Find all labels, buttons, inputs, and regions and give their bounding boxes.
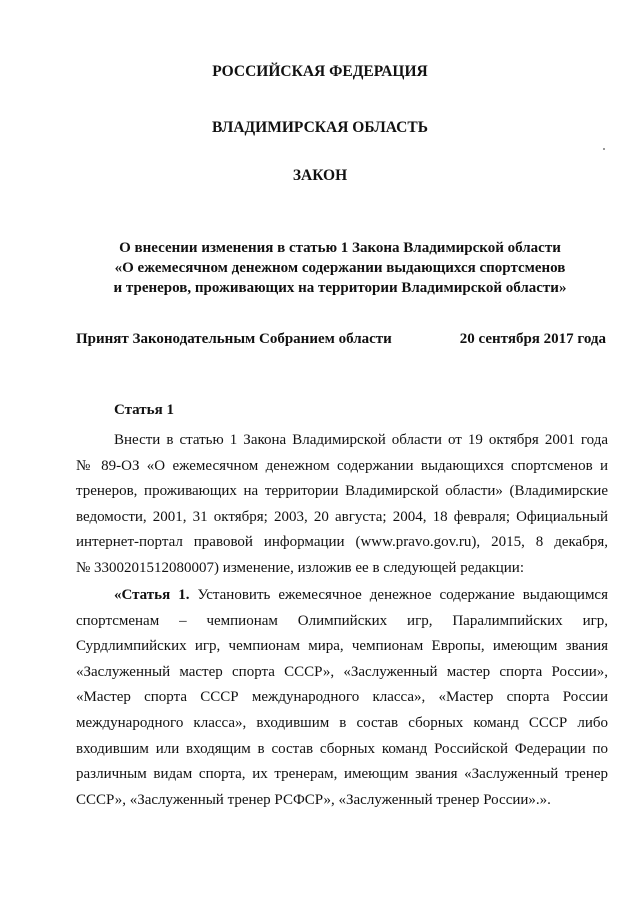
paragraph-line: № 89-ОЗ «О ежемесячном денежном содержании выдающихся спортсменов и (76, 457, 608, 474)
law-title (40, 238, 640, 298)
article-paragraph-1 (76, 428, 608, 582)
paragraph-line: интернет-портал правовой информации (www.pravo.gov.ru), 2015, 8 декабря, (76, 534, 608, 551)
inner-article-label: «Статья 1. (114, 587, 190, 603)
paragraph-line: Сурдлимпийских игр, чемпионам мира, чемпионам Европы, имеющим звания (76, 638, 608, 655)
adopted-by: Принят Законодательным Собранием области (76, 331, 392, 347)
country-heading: РОССИЙСКАЯ ФЕДЕРАЦИЯ (212, 63, 428, 80)
adoption-info (76, 329, 606, 349)
law-title-line: и тренеров, проживающих на территории Владимирской области» (113, 280, 567, 296)
paragraph-line: спортсменам – чемпионам Олимпийских игр, Паралимпийских игр, (76, 612, 608, 629)
law-title-line: «О ежемесячном денежном содержании выдающихся спортсменов (114, 260, 566, 276)
paragraph-line: международного класса», входившим в состав сборных команд СССР либо (76, 714, 608, 731)
paragraph-line: входившим или входящим в состав сборных команд Российской Федерации по (76, 740, 608, 757)
law-title-line: О внесении изменения в статью 1 Закона Владимирской области (119, 240, 561, 256)
adoption-date: 20 сентября 2017 года (459, 331, 606, 347)
paragraph-text: Установить ежемесячное денежное содержание выдающимся (189, 587, 608, 603)
article-paragraph-2 (76, 583, 608, 813)
document-type-heading: ЗАКОН (292, 167, 348, 184)
article-heading: Статья 1 (114, 402, 174, 418)
paragraph-line (76, 583, 608, 609)
region-heading: ВЛАДИМИРСКАЯ ОБЛАСТЬ (212, 119, 428, 136)
paragraph-line: ведомости, 2001, 31 октября; 2003, 20 августа; 2004, 18 февраля; Официальный (76, 508, 608, 525)
paragraph-line: различным видам спорта, их тренерам, имеющим звания «Заслуженный тренер (76, 766, 608, 783)
paragraph-line: СССР», «Заслуженный тренер РСФСР», «Заслуженный тренер России».». (76, 791, 551, 808)
scan-speck (603, 148, 605, 150)
paragraph-line: Внести в статью 1 Закона Владимирской области от 19 октября 2001 года (114, 432, 608, 448)
paragraph-line: «Заслуженный мастер спорта СССР», «Заслуженный мастер спорта России», (76, 663, 608, 680)
paragraph-line: «Мастер спорта СССР международного класса», «Мастер спорта России (76, 689, 608, 706)
paragraph-line: № 3300201512080007) изменение, изложив ее в следующей редакции: (76, 559, 524, 576)
paragraph-line: тренеров, проживающих на территории Владимирской области» (Владимирские (76, 483, 608, 500)
